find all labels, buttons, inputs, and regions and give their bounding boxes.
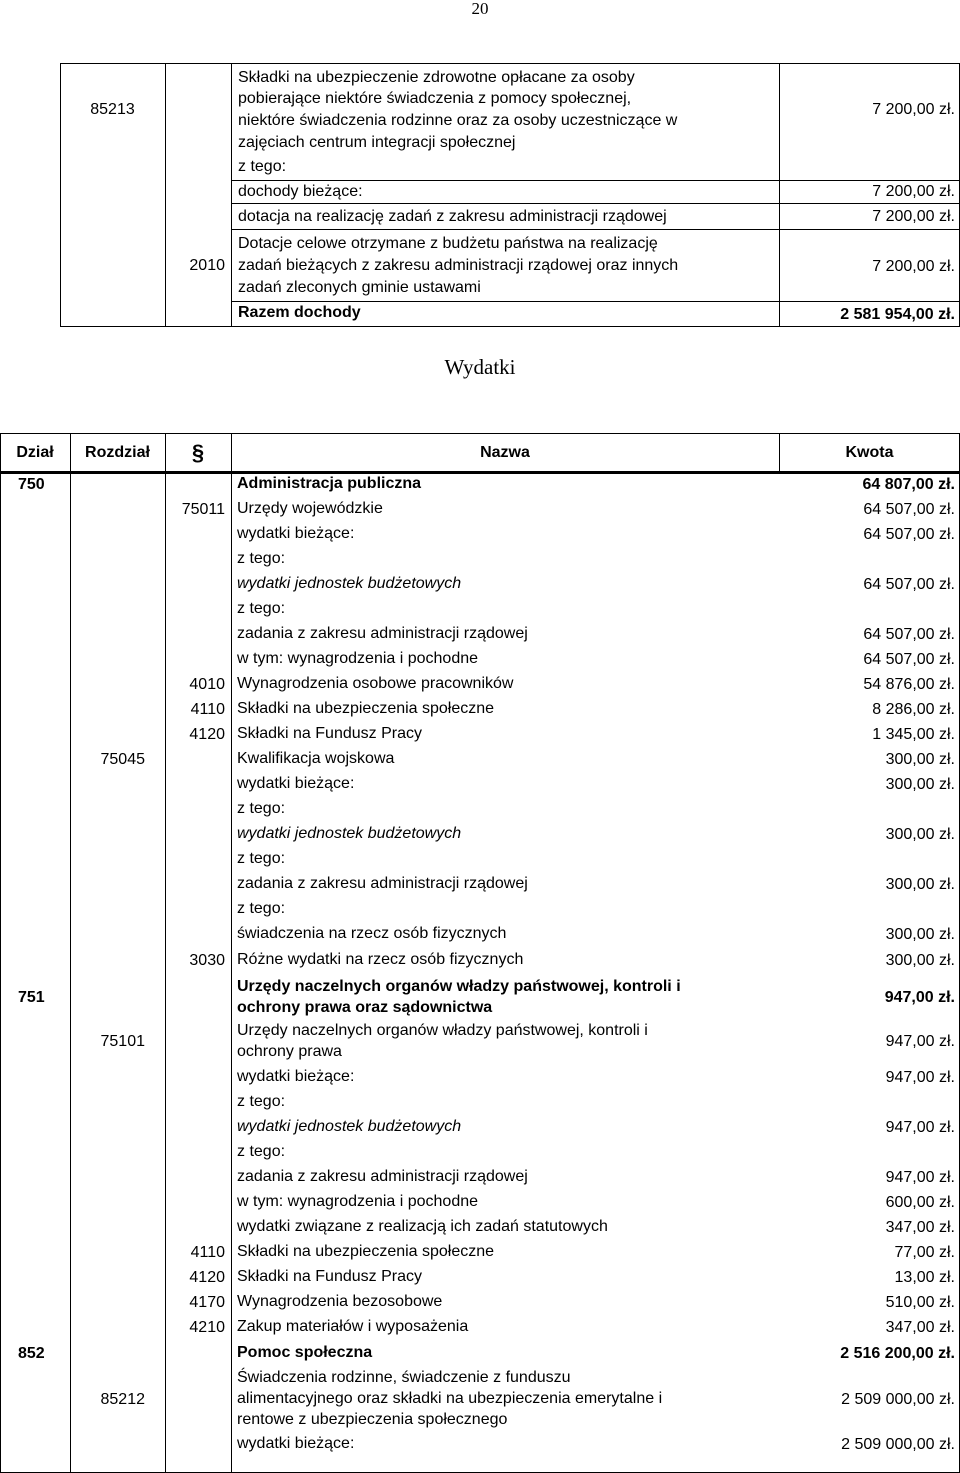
row-name: z tego:: [237, 850, 286, 867]
row-name: wydatki bieżące:: [237, 775, 355, 792]
row-amount: 77,00 zł.: [894, 1243, 955, 1261]
income-rozdzial-code: 85213: [90, 101, 135, 118]
dochody-amount: 7 200,00 zł.: [872, 183, 955, 200]
row-name: Administracja publiczna: [237, 475, 422, 492]
row-name: wydatki bieżące:: [237, 1435, 355, 1452]
row-amount: 64 507,00 zł.: [863, 625, 955, 643]
row-name: z tego:: [237, 1093, 286, 1110]
header-nazwa: Nazwa: [480, 444, 530, 461]
row-amount: 510,00 zł.: [885, 1293, 955, 1311]
header-kwota: Kwota: [845, 444, 894, 461]
row-amount: 300,00 zł.: [885, 875, 955, 893]
row-amount: 947,00 zł.: [885, 1168, 955, 1186]
row-amount: 2 509 000,00 zł.: [841, 1435, 955, 1453]
dotacje-line: zadań zleconych gminie ustawami: [238, 279, 481, 296]
row-name: wydatki bieżące:: [237, 1068, 355, 1085]
razem-dochody-amount: 2 581 954,00 zł.: [840, 306, 955, 323]
row-name: świadczenia na rzecz osób fizycznych: [237, 925, 507, 942]
row-name: z tego:: [237, 900, 286, 917]
row-name: rentowe z ubezpieczenia społecznego: [237, 1411, 508, 1428]
row-paragraf: 3030: [189, 951, 225, 969]
row-name: zadania z zakresu administracji rządowej: [237, 625, 528, 642]
row-paragraf: 4110: [190, 1243, 225, 1261]
header-rozdzial: Rozdział: [85, 444, 150, 461]
row-amount: 64 507,00 zł.: [863, 500, 955, 518]
row-paragraf: 4010: [189, 675, 225, 693]
row-amount: 947,00 zł.: [885, 1118, 955, 1136]
row-name: z tego:: [237, 600, 286, 617]
dotacje-line: Dotacje celowe otrzymane z budżetu państwa na realizację: [238, 235, 658, 252]
row-amount: 300,00 zł.: [885, 951, 955, 969]
row-name: wydatki jednostek budżetowych: [237, 1118, 462, 1135]
row-paragraf: 4110: [190, 700, 225, 718]
row-amount: 54 876,00 zł.: [863, 675, 955, 693]
row-dzial: 750: [18, 475, 45, 493]
row-amount: 947,00 zł.: [885, 1068, 955, 1086]
row-name: zadania z zakresu administracji rządowej: [237, 1168, 528, 1185]
row-amount: 947,00 zł.: [884, 989, 955, 1006]
row-amount: 1 345,00 zł.: [872, 725, 955, 743]
row-name: z tego:: [237, 550, 286, 567]
row-rozdzial: 75045: [100, 750, 145, 768]
row-amount: 2 516 200,00 zł.: [840, 1344, 955, 1362]
razem-dochody-label: Razem dochody: [238, 304, 361, 321]
header-paragraf: §: [191, 440, 205, 465]
paragraf-code: 2010: [189, 257, 225, 274]
row-name: wydatki jednostek budżetowych: [237, 825, 462, 842]
row-name: wydatki jednostek budżetowych: [237, 575, 462, 592]
row-name: Urzędy naczelnych organów władzy państwowej, kontroli i: [237, 1022, 648, 1039]
dotacja-label: dotacja na realizację zadań z zakresu administracji rządowej: [238, 208, 667, 225]
row-amount: 8 286,00 zł.: [872, 700, 955, 718]
row-paragraf: 4170: [189, 1293, 225, 1311]
dochody-label: dochody bieżące:: [238, 183, 363, 200]
row-name: z tego:: [237, 1143, 286, 1160]
row-name: wydatki bieżące:: [237, 525, 355, 542]
row-dzial: 751: [18, 989, 45, 1006]
row-amount: 300,00 zł.: [885, 775, 955, 793]
row-name: w tym: wynagrodzenia i pochodne: [237, 650, 479, 667]
row-amount: 64 807,00 zł.: [862, 475, 955, 493]
row-name: alimentacyjnego oraz składki na ubezpieczenia emerytalne i: [237, 1390, 663, 1407]
row-amount: 300,00 zł.: [885, 825, 955, 843]
income-title-line: zajęciach centrum integracji społecznej: [238, 134, 516, 151]
row-name: Świadczenia rodzinne, świadczenie z funduszu: [237, 1369, 571, 1386]
row-name: Składki na ubezpieczenia społeczne: [237, 700, 495, 717]
income-title-line: pobierające niektóre świadczenia z pomocy społecznej,: [238, 90, 632, 107]
row-amount: 300,00 zł.: [885, 925, 955, 943]
row-name: wydatki związane z realizacją ich zadań statutowych: [237, 1218, 608, 1235]
row-amount: 347,00 zł.: [885, 1218, 955, 1236]
income-title-line: Składki na ubezpieczenie zdrowotne opłacane za osoby: [238, 69, 635, 86]
row-paragraf: 75011: [181, 500, 225, 518]
row-name: Wynagrodzenia bezosobowe: [237, 1293, 443, 1310]
dotacje-amount: 7 200,00 zł.: [872, 258, 955, 275]
row-rozdzial: 85212: [100, 1390, 145, 1408]
row-amount: 947,00 zł.: [885, 1033, 955, 1050]
row-name: Urzędy naczelnych organów władzy państwowej, kontroli i: [237, 978, 681, 995]
income-title-amount: 7 200,00 zł.: [872, 101, 955, 118]
row-name: Różne wydatki na rzecz osób fizycznych: [237, 951, 524, 968]
section-title: Wydatki: [444, 355, 516, 379]
row-amount: 347,00 zł.: [885, 1318, 955, 1336]
row-name: ochrony prawa: [237, 1043, 342, 1060]
row-name: Składki na ubezpieczenia społeczne: [237, 1243, 495, 1260]
row-name: Zakup materiałów i wyposażenia: [237, 1318, 469, 1335]
page-number: 20: [471, 0, 489, 18]
row-paragraf: 4120: [189, 1268, 225, 1286]
row-amount: 600,00 zł.: [885, 1193, 955, 1211]
row-name: w tym: wynagrodzenia i pochodne: [237, 1193, 479, 1210]
row-name: Składki na Fundusz Pracy: [237, 725, 422, 742]
row-name: Wynagrodzenia osobowe pracowników: [237, 675, 514, 692]
income-title-line: niektóre świadczenia rodzinne oraz za osoby uczestniczące w: [238, 112, 678, 129]
row-dzial: 852: [18, 1344, 45, 1362]
row-amount: 13,00 zł.: [894, 1268, 955, 1286]
row-amount: 300,00 zł.: [885, 750, 955, 768]
dotacja-amount: 7 200,00 zł.: [872, 208, 955, 225]
row-name: z tego:: [237, 800, 286, 817]
header-dzial: Dział: [16, 444, 54, 461]
row-name: ochrony prawa oraz sądownictwa: [237, 999, 493, 1016]
row-paragraf: 4210: [189, 1318, 225, 1336]
row-paragraf: 4120: [189, 725, 225, 743]
row-name: Pomoc społeczna: [237, 1344, 373, 1361]
row-rozdzial: 75101: [100, 1033, 145, 1050]
row-name: Urzędy wojewódzkie: [237, 500, 383, 517]
dotacje-line: zadań bieżących z zakresu administracji rządowej oraz innych: [238, 257, 679, 274]
z-tego-label: z tego:: [238, 158, 287, 175]
row-amount: 64 507,00 zł.: [863, 575, 955, 593]
row-amount: 64 507,00 zł.: [863, 650, 955, 668]
row-name: zadania z zakresu administracji rządowej: [237, 875, 528, 892]
row-amount: 2 509 000,00 zł.: [841, 1390, 955, 1408]
row-amount: 64 507,00 zł.: [863, 525, 955, 543]
row-name: Kwalifikacja wojskowa: [237, 750, 395, 767]
row-name: Składki na Fundusz Pracy: [237, 1268, 422, 1285]
